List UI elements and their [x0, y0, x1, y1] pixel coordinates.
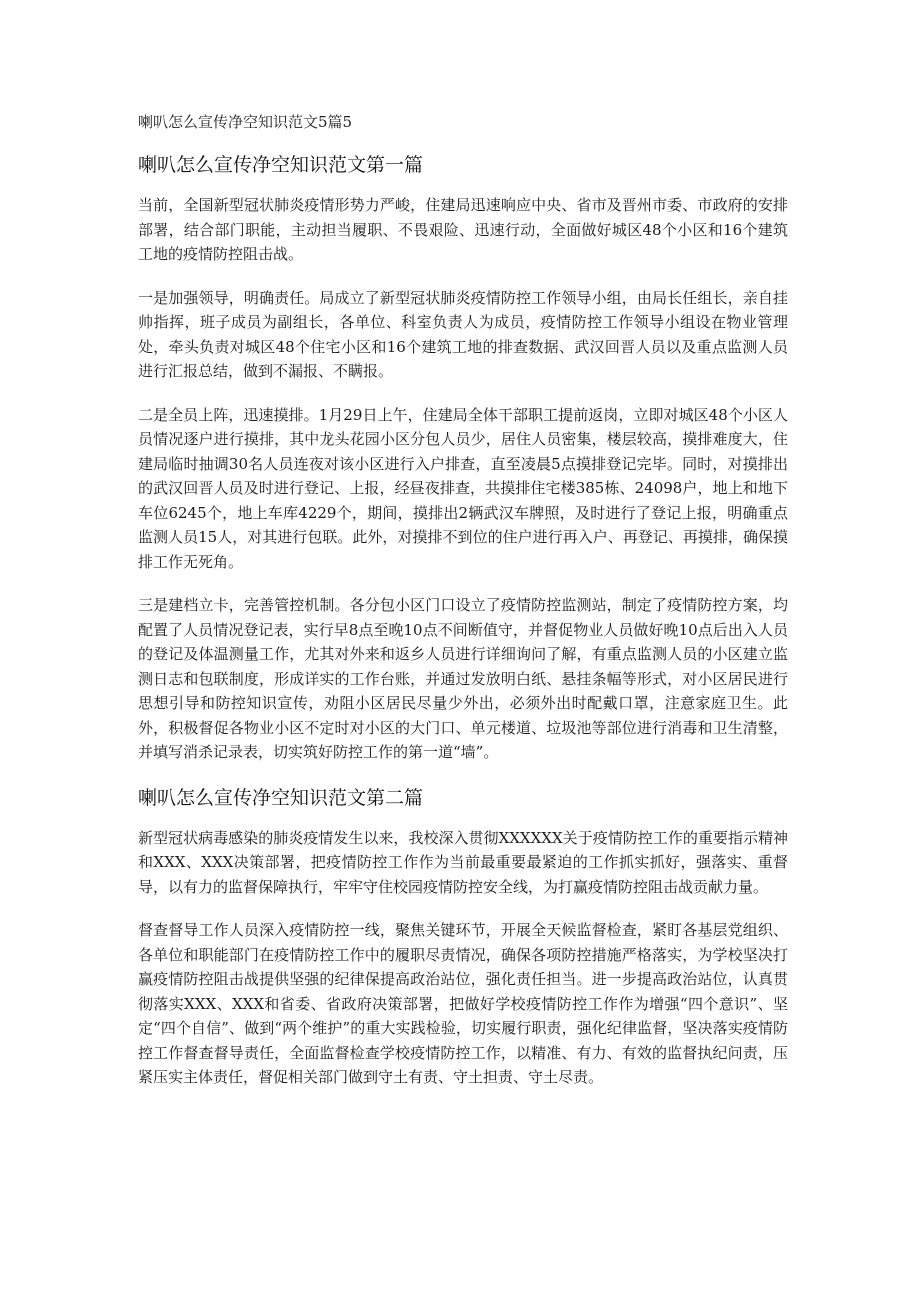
document-title: 喇叭怎么宣传净空知识范文5篇5 — [138, 113, 353, 131]
paragraph: 当前，全国新型冠状肺炎疫情形势力严峻，住建局迅速响应中央、省市及晋州市委、市政府的安排部署，结合部门职能，主动担当履职、不畏艰险、迅速行动，全面做好城区48个小区和16个建筑工地的疫情防控阻击战。 — [138, 196, 788, 263]
paragraph: 新型冠状病毒感染的肺炎疫情发生以来，我校深入贯彻XXXXXX关于疫情防控工作的重要指示精神和XXX、XXX决策部署，把疫情防控工作作为当前最重要最紧迫的工作抓实抓好，强落实、重督导，以有力的监督保障执行，牢牢守住校园疫情防控安全线，为打赢疫情防控阻击战贡献力量。 — [138, 828, 788, 896]
paragraph: 三是建档立卡，完善管控机制。各分包小区门口设立了疫情防控监测站，制定了疫情防控方案，均配置了人员情况登记表，实行早8点至晚10点不间断值守，并督促物业人员做好晚10点后出入人员的登记及体温测量工作，尤其对外来和返乡人员进行详细询问了解，有重点监测人员的小区建立监测日志和包联制度，形成详实的工作台账，并通过发放明白纸、悬挂条幅等形式，对小区居民进行思想引导和防控知识宣传，劝阻小区居民尽量少外出，必须外出时配戴口罩，注意家庭卫生。此外，积极督促各物业小区不定时对小区的大门口、单元楼道、垃圾池等部位进行消毒和卫生清整，并填写消杀记录表，切实筑好防控工作的第一道“墙”。 — [138, 596, 788, 761]
section-1 — [138, 151, 788, 765]
paragraph: 二是全员上阵，迅速摸排。1月29日上午，住建局全体干部职工提前返岗，立即对城区48个小区人员情况逐户进行摸排，其中龙头花园小区分包人员少，居住人员密集，楼层较高，摸排难度大，住建局临时抽调30名人员连夜对该小区进行入户排查，直至凌晨5点摸排登记完毕。同时，对摸排出的武汉回晋人员及时进行登记、上报，经昼夜排查，共摸排住宅楼385栋、24098户，地上和地下车位6245个，地上车库4229个，期间，摸排出2辆武汉车牌照，及时进行了登记上报，明确重点监测人员15人，对其进行包联。此外，对摸排不到位的住户进行再入户、再登记、再摸排，确保摸排工作无死角。 — [138, 405, 788, 571]
section-heading: 喇叭怎么宣传净空知识范文第二篇 — [138, 786, 424, 809]
document-page — [138, 110, 788, 1109]
section-2 — [138, 784, 788, 1090]
section-heading: 喇叭怎么宣传净空知识范文第一篇 — [138, 154, 424, 176]
paragraph: 一是加强领导，明确责任。局成立了新型冠状肺炎疫情防控工作领导小组，由局长任组长，亲自挂帅指挥，班子成员为副组长，各单位、科室负责人为成员，疫情防控工作领导小组设在物业管理处，牵头负责对城区48个住宅小区和16个建筑工地的排查数据、武汉回晋人员以及重点监测人员进行汇报总结，做到不漏报、不瞒报。 — [138, 288, 788, 380]
paragraph: 督查督导工作人员深入疫情防控一线，聚焦关键环节，开展全天候监督检查，紧盯各基层党组织、各单位和职能部门在疫情防控工作中的履职尽责情况，确保各项防控措施严格落实，为学校坚决打赢疫情防控阻击战提供坚强的纪律保提高政治站位，强化责任担当。进一步提高政治站位，认真贯彻落实XXX、XXX和省委、省政府决策部署，把做好学校疫情防控工作作为增强“四个意识”、坚定“四个自信”、做到“两个维护”的重大实践检验，切实履行职责，强化纪律监督，坚决落实疫情防控工作督查督导责任，全面监督检查学校疫情防控工作，以精准、有力、有效的监督执纪问责，压紧压实主体责任，督促相关部门做到守土有责、守土担责、守土尽责。 — [138, 921, 788, 1086]
